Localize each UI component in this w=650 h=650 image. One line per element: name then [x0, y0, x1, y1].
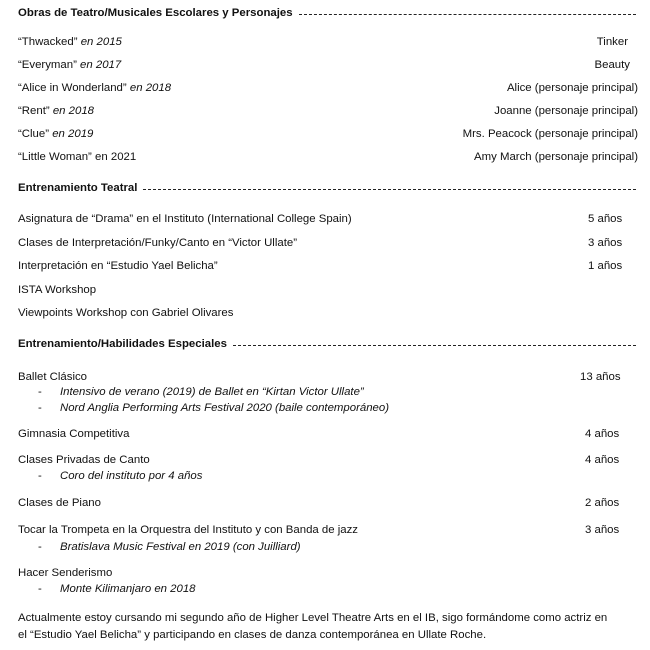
play-year: en 2018: [129, 82, 172, 94]
skill-item: Hacer Senderismo: [18, 567, 113, 579]
section-heading-training: [18, 180, 636, 196]
play-row: [18, 80, 171, 96]
play-title: “Everyman”: [18, 59, 77, 71]
bullet-dash: -: [38, 402, 42, 414]
section-title-training: Entrenamiento Teatral: [18, 182, 138, 194]
skill-duration: 4 años: [585, 454, 620, 466]
play-row: [18, 126, 93, 142]
skill-detail-text: Intensivo de verano (2019) de Ballet en “Kirtan Victor Ullate”: [60, 386, 364, 398]
skill-item: Tocar la Trompeta en la Orquestra del Instituto y con Banda de jazz: [18, 524, 359, 536]
play-year: en 2015: [80, 36, 122, 48]
play-role: Amy March (personaje principal): [474, 151, 638, 163]
dashed-rule: [233, 345, 636, 346]
skill-item: Gimnasia Competitiva: [18, 428, 130, 440]
dashed-rule: [143, 189, 636, 190]
skill-duration: 13 años: [580, 371, 621, 383]
play-year: en 2018: [52, 105, 95, 117]
play-title: “Alice in Wonderland”: [18, 82, 127, 94]
skill-detail: [38, 400, 389, 416]
play-role: Mrs. Peacock (personaje principal): [462, 128, 638, 140]
skill-detail: [38, 384, 364, 400]
section-heading-plays: [18, 5, 636, 21]
bullet-dash: -: [38, 470, 42, 482]
skill-item: Clases Privadas de Canto: [18, 454, 150, 466]
play-role: Beauty: [594, 59, 630, 71]
play-row: [18, 34, 122, 50]
play-row: [18, 103, 94, 119]
skill-detail-text: Nord Anglia Performing Arts Festival 2020 (baile contemporáneo): [60, 402, 390, 414]
dashed-rule: [299, 14, 636, 15]
bullet-dash: -: [38, 583, 42, 595]
bullet-dash: -: [38, 541, 42, 553]
play-role: Alice (personaje principal): [506, 82, 638, 94]
play-year: en 2019: [52, 128, 94, 140]
training-item: Viewpoints Workshop con Gabriel Olivares: [18, 307, 234, 319]
play-year: en 2021: [95, 151, 137, 163]
skill-detail-text: Bratislava Music Festival en 2019 (con Juilliard): [60, 541, 301, 553]
training-duration: 1 años: [588, 260, 623, 272]
play-row: [18, 149, 136, 165]
skill-detail-text: Coro del instituto por 4 años: [60, 470, 203, 482]
skill-detail: [38, 581, 196, 597]
skill-detail: [38, 468, 202, 484]
summary-paragraph: [18, 610, 638, 644]
training-item: Clases de Interpretación/Funky/Canto en “Victor Ullate”: [18, 237, 297, 249]
play-row: [18, 57, 121, 73]
play-role: Tinker: [596, 36, 628, 48]
skill-duration: 2 años: [585, 497, 620, 509]
training-duration: 3 años: [588, 237, 623, 249]
training-item: Interpretación en “Estudio Yael Belicha”: [18, 260, 218, 272]
section-heading-skills: [18, 336, 636, 352]
skill-item: Clases de Piano: [18, 497, 101, 509]
play-year: en 2017: [80, 59, 122, 71]
training-item: ISTA Workshop: [18, 284, 97, 296]
summary-line: Actualmente estoy cursando mi segundo año de Higher Level Theatre Arts en el IB, sigo formándome como actriz en: [18, 612, 608, 624]
play-title: “Thwacked”: [18, 36, 78, 48]
play-title: “Clue”: [18, 128, 50, 140]
skill-detail: [38, 539, 301, 555]
training-item: Asignatura de “Drama” en el Instituto (International College Spain): [18, 213, 352, 225]
skill-duration: 4 años: [585, 428, 620, 440]
training-duration: 5 años: [588, 213, 623, 225]
skill-duration: 3 años: [585, 524, 620, 536]
play-role: Joanne (personaje principal): [494, 105, 638, 117]
play-title: “Rent”: [18, 105, 50, 117]
section-title-plays: Obras de Teatro/Musicales Escolares y Personajes: [18, 7, 293, 19]
section-title-skills: Entrenamiento/Habilidades Especiales: [18, 338, 227, 350]
skill-item: Ballet Clásico: [18, 371, 88, 383]
skill-detail-text: Monte Kilimanjaro en 2018: [60, 583, 196, 595]
bullet-dash: -: [38, 386, 42, 398]
play-title: “Little Woman”: [18, 151, 92, 163]
summary-line: el “Estudio Yael Belicha” y participando en clases de danza contemporánea en Ullate Roche.: [18, 629, 487, 641]
